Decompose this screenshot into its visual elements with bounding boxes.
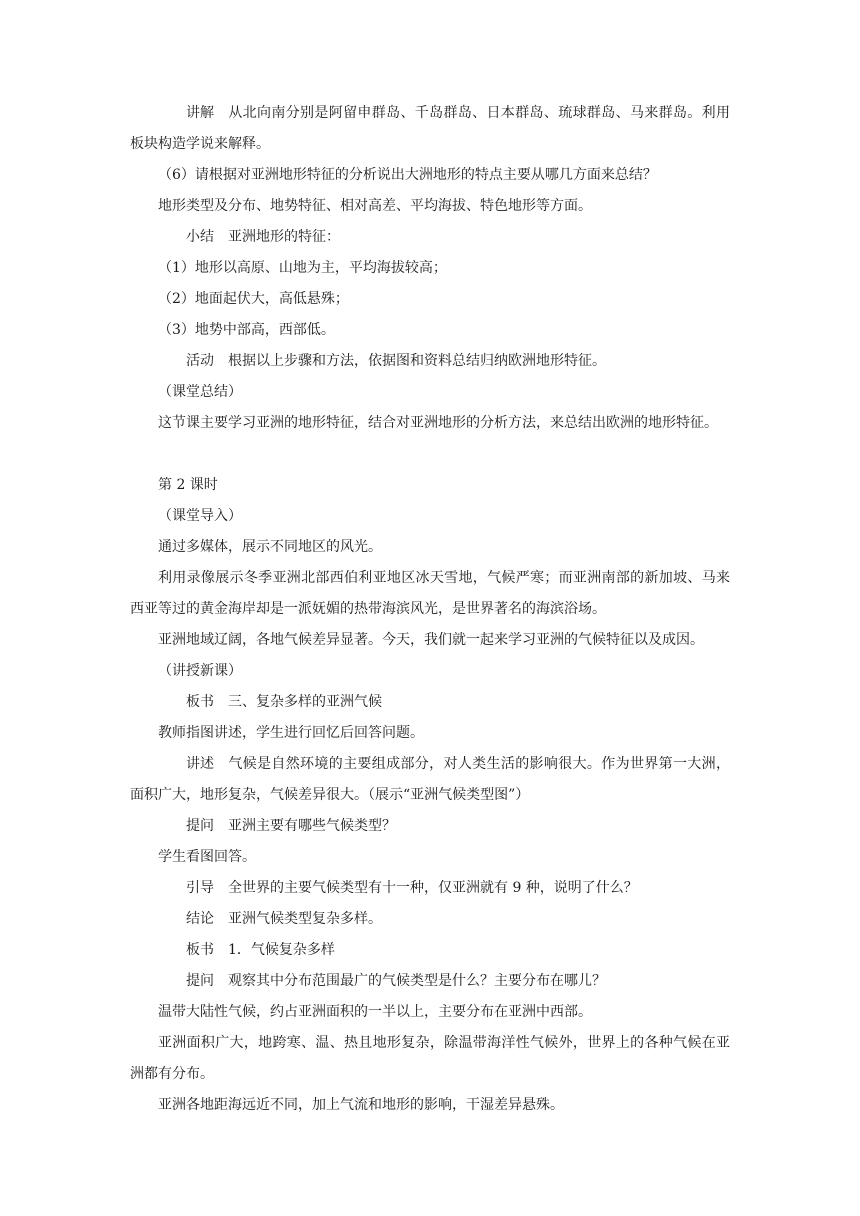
paragraph — [130, 997, 730, 1028]
document-body — [130, 98, 730, 1121]
paragraph-text: 1．气候复杂多样 — [228, 942, 335, 958]
paragraph — [130, 563, 730, 625]
paragraph-text: 根据以上步骤和方法，依据图和资料总结归纳欧洲地形特征。 — [228, 353, 606, 369]
paragraph-label: 活动 — [186, 353, 214, 369]
paragraph-text: 亚洲气候类型复杂多样。 — [228, 911, 382, 927]
paragraph-text: 从北向南分别是阿留申群岛、千岛群岛、日本群岛、琉球群岛、马来群岛。利用板块构造学说来解释。 — [130, 105, 730, 152]
paragraph-text: 观察其中分布范围最广的气候类型是什么？主要分布在哪儿？ — [228, 973, 606, 989]
paragraph — [130, 966, 730, 997]
paragraph-text: 温带大陆性气候，约占亚洲面积的一半以上，主要分布在亚洲中西部。 — [158, 1004, 592, 1020]
paragraph — [130, 718, 730, 749]
paragraph — [130, 284, 730, 315]
blank-line — [130, 439, 730, 470]
paragraph — [130, 625, 730, 656]
paragraph — [130, 1028, 730, 1090]
paragraph-label: 结论 — [186, 911, 214, 927]
paragraph-label: 讲述 — [186, 756, 214, 772]
paragraph — [130, 749, 730, 811]
paragraph — [130, 656, 730, 687]
paragraph-text: 亚洲面积广大，地跨寒、温、热且地形复杂，除温带海洋性气候外，世界上的各种气候在亚洲都有分布。 — [130, 1035, 730, 1082]
paragraph — [130, 904, 730, 935]
paragraph-text: 通过多媒体，展示不同地区的风光。 — [158, 539, 382, 555]
paragraph — [130, 408, 730, 439]
paragraph-text: 亚洲地域辽阔，各地气候差异显著。今天，我们就一起来学习亚洲的气候特征以及成因。 — [158, 632, 704, 648]
paragraph-text: 三、复杂多样的亚洲气候 — [228, 694, 382, 710]
paragraph — [130, 470, 730, 501]
paragraph — [130, 842, 730, 873]
paragraph — [130, 811, 730, 842]
paragraph-text: 亚洲地形的特征： — [228, 229, 340, 245]
paragraph-text: 全世界的主要气候类型有十一种，仅亚洲就有 9 种，说明了什么？ — [228, 880, 638, 896]
paragraph-text: 教师指图讲述，学生进行回忆后回答问题。 — [158, 725, 424, 741]
paragraph-text: 亚洲各地距海远近不同，加上气流和地形的影响，干湿差异悬殊。 — [158, 1097, 564, 1113]
paragraph-text: （3）地势中部高，西部低。 — [158, 322, 335, 338]
paragraph-label: 提问 — [186, 973, 214, 989]
paragraph — [130, 315, 730, 346]
paragraph-text: 亚洲主要有哪些气候类型？ — [228, 818, 396, 834]
paragraph-label: 小结 — [186, 229, 214, 245]
paragraph — [130, 1090, 730, 1121]
paragraph — [130, 501, 730, 532]
paragraph — [130, 346, 730, 377]
paragraph-text: 这节课主要学习亚洲的地形特征，结合对亚洲地形的分析方法，来总结出欧洲的地形特征。 — [158, 415, 718, 431]
paragraph — [130, 935, 730, 966]
paragraph — [130, 687, 730, 718]
paragraph-text: （课堂总结） — [158, 384, 242, 400]
paragraph — [130, 873, 730, 904]
paragraph-label: 板书 — [186, 942, 214, 958]
paragraph-label: 提问 — [186, 818, 214, 834]
paragraph — [130, 377, 730, 408]
paragraph — [130, 98, 730, 160]
paragraph — [130, 532, 730, 563]
paragraph-label: 讲解 — [186, 105, 214, 121]
paragraph-label: 板书 — [186, 694, 214, 710]
paragraph-label: 引导 — [186, 880, 214, 896]
paragraph — [130, 222, 730, 253]
paragraph-text: （6）请根据对亚洲地形特征的分析说出大洲地形的特点主要从哪几方面来总结？ — [158, 167, 657, 183]
paragraph-text: （讲授新课） — [158, 663, 242, 679]
paragraph-text: （1）地形以高原、山地为主，平均海拔较高； — [158, 260, 447, 276]
paragraph-text: 地形类型及分布、地势特征、相对高差、平均海拔、特色地形等方面。 — [158, 198, 592, 214]
paragraph-text: 利用录像展示冬季亚洲北部西伯利亚地区冰天雪地，气候严寒；而亚洲南部的新加坡、马来西亚等过的黄金海岸却是一派妩媚的热带海滨风光，是世界著名的海滨浴场。 — [130, 570, 730, 617]
paragraph-text: 气候是自然环境的主要组成部分，对人类生活的影响很大。作为世界第一大洲，面积广大，地形复杂，气候差异很大。（展示“亚洲气候类型图”） — [130, 756, 730, 803]
paragraph-text: （课堂导入） — [158, 508, 242, 524]
paragraph-text: 学生看图回答。 — [158, 849, 256, 865]
paragraph-text: （2）地面起伏大，高低悬殊； — [158, 291, 349, 307]
lesson-heading: 第 2 课时 — [158, 477, 218, 493]
paragraph — [130, 191, 730, 222]
paragraph — [130, 253, 730, 284]
paragraph — [130, 160, 730, 191]
